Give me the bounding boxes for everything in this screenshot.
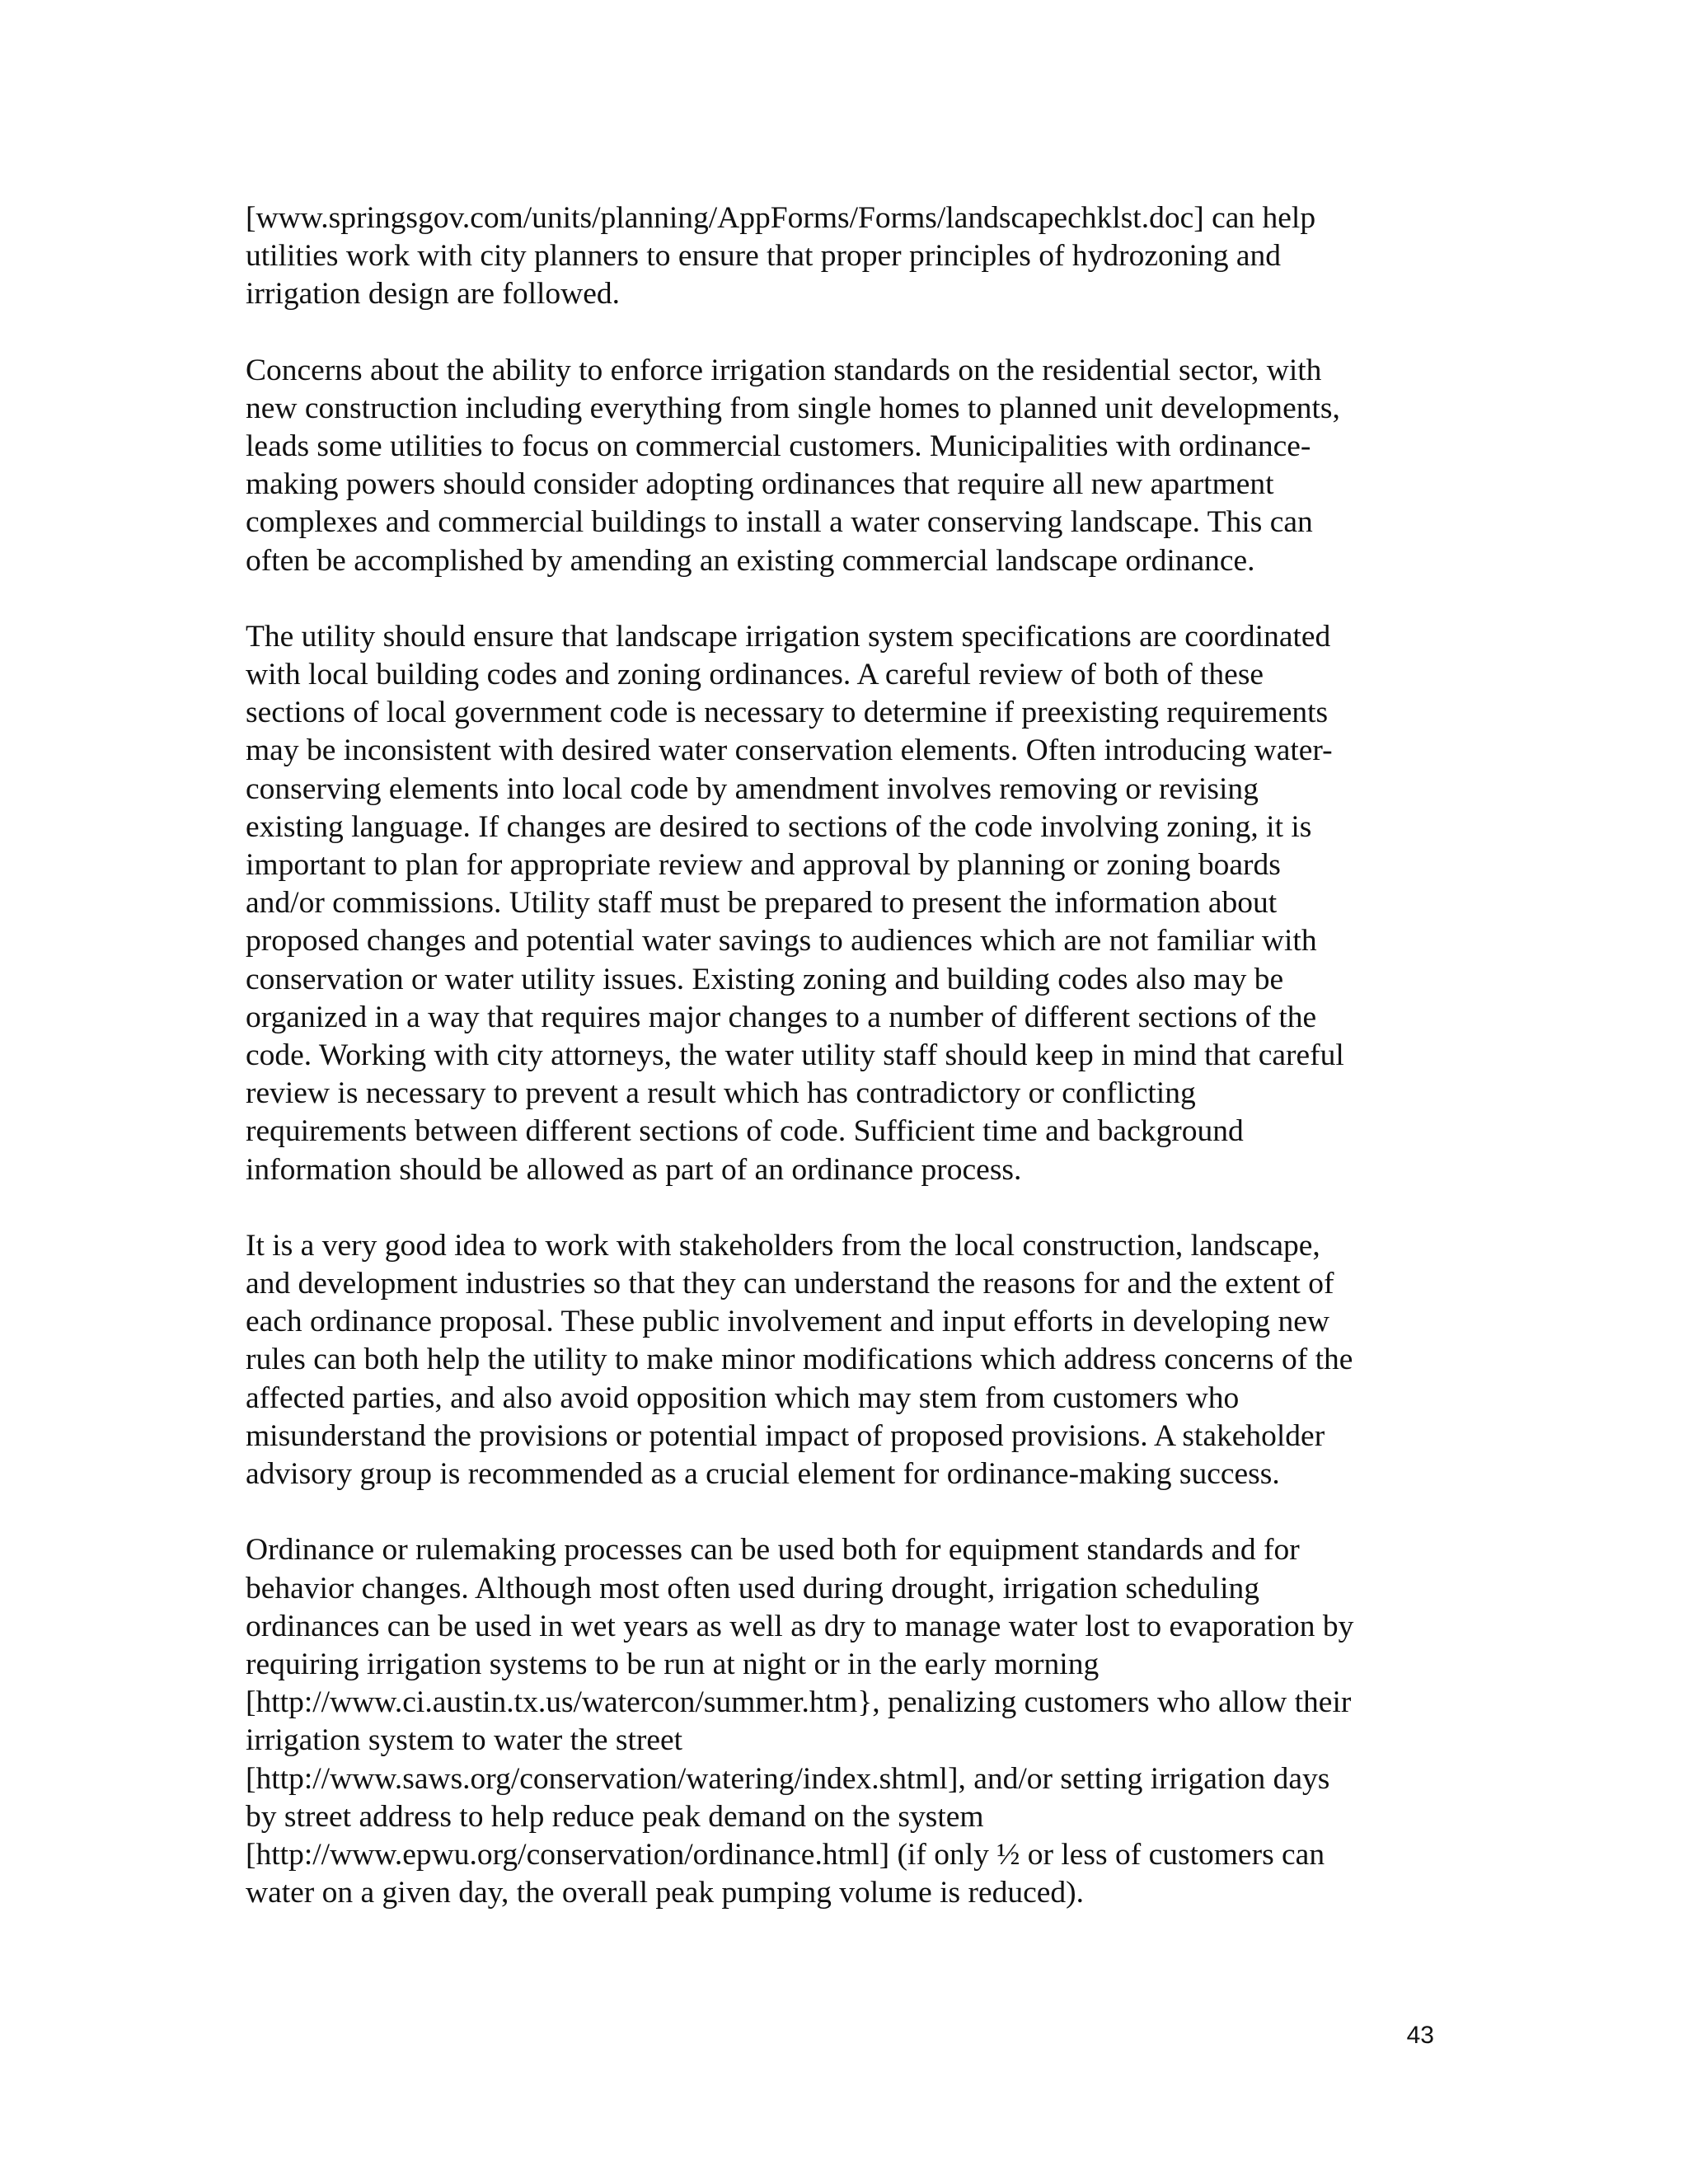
paragraph-1: [www.springsgov.com/units/planning/AppForms/Forms/landscapechklst.doc] can help utilities work with city planners to ensure that proper principles of hydrozoning and irrigation design are followed. bbox=[246, 201, 1316, 312]
paragraph-2: Concerns about the ability to enforce irrigation standards on the residential sector, with new construction including everything from single homes to planned unit developments, leads some utilities to focus on commercial customers. Municipalities with ordinance- making powers should consider adopting ordinances that require all new apartment complexes and commercial buildings to install a water conserving landscape. This can often be accomplished by amending an existing commercial landscape ordinance. bbox=[246, 353, 1340, 578]
page-number: 43 bbox=[1406, 2022, 1434, 2049]
paragraph-5: Ordinance or rulemaking processes can be used both for equipment standards and for behavior changes. Although most often used during drought, irrigation scheduling ordinances can be used in wet years as well as dry to manage water lost to evaporation by requiring irrigation systems to be run at night or in the early morning [http://www.ci.austin.tx.us/watercon/summer.htm}, penalizing customers who allow their irrigation system to water the street [http://www.saws.org/conservation/watering/index.shtml], and/or setting irrigation days by street address to help reduce peak demand on the system [http://www.epwu.org/conservation/ordinance.html] (if only ½ or less of customers can water on a given day, the overall peak pumping volume is reduced). bbox=[246, 1533, 1354, 1910]
paragraph-4: It is a very good idea to work with stakeholders from the local construction, landscape, and development industries so that they can understand the reasons for and the extent of each ordinance proposal. These public involvement and input efforts in developing new rules can both help the utility to make minor modifications which address concerns of the affected parties, and also avoid opposition which may stem from customers who misunderstand the provisions or potential impact of proposed provisions. A stakeholder advisory group is recommended as a crucial element for ordinance-making success. bbox=[246, 1228, 1353, 1492]
body-text bbox=[246, 199, 1442, 1950]
paragraph-3: The utility should ensure that landscape irrigation system specifications are coordinated with local building codes and zoning ordinances. A careful review of both of these sections of local government code is necessary to determine if preexisting requirements may be inconsistent with desired water conservation elements. Often introducing water- conserving elements into local code by amendment involves removing or revising existing language. If changes are desired to sections of the code involving zoning, it is important to plan for appropriate review and approval by planning or zoning boards and/or commissions. Utility staff must be prepared to present the information about proposed changes and potential water savings to audiences which are not familiar with conservation or water utility issues. Existing zoning and building codes also may be organized in a way that requires major changes to a number of different sections of the code. Working with city attorneys, the water utility staff should keep in mind that careful review is necessary to prevent a result which has contradictory or conflicting requirements between different sections of code. Sufficient time and background information should be allowed as part of an ordinance process. bbox=[246, 619, 1344, 1187]
